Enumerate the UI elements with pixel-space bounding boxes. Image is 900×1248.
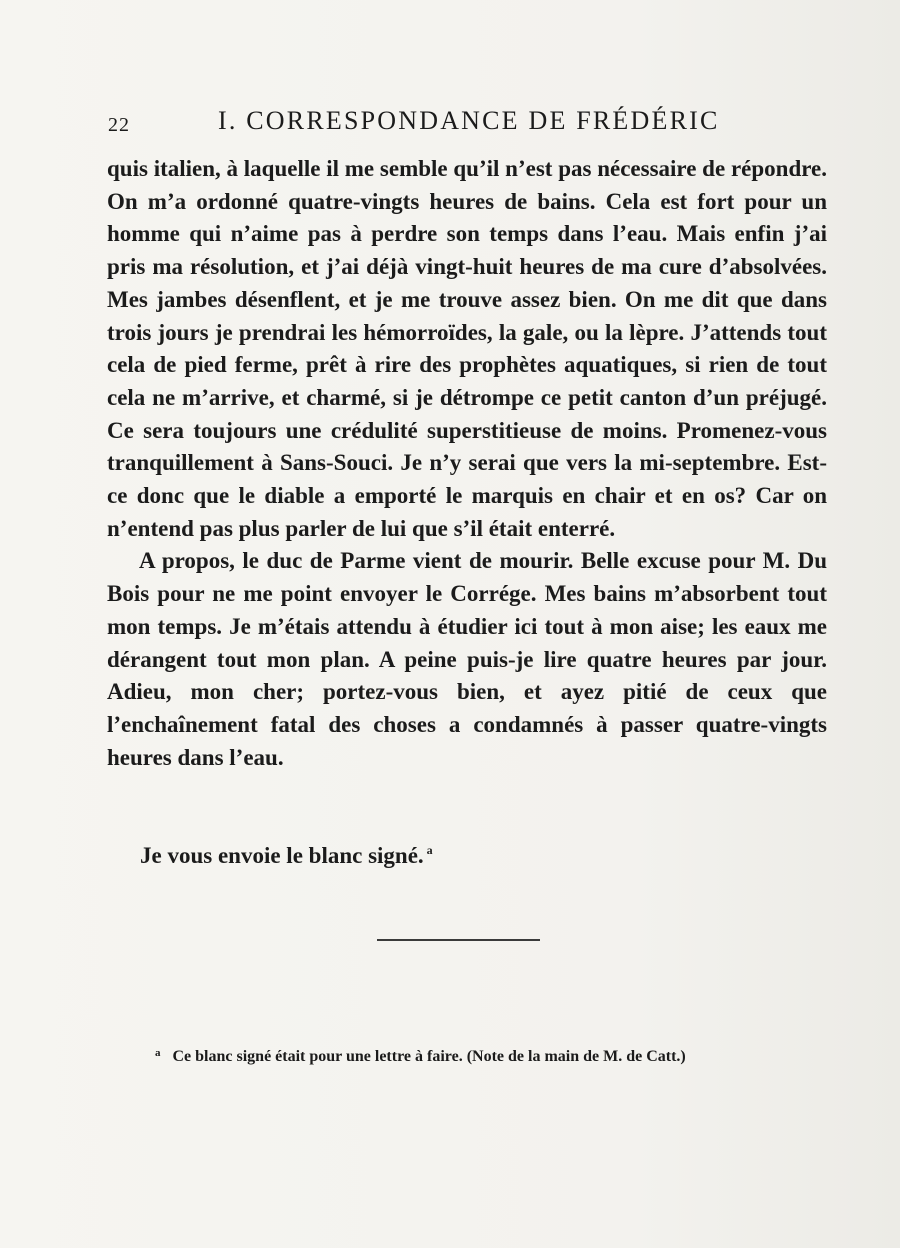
footnote-text: Ce blanc signé était pour une lettre à faire. (Note de la main de M. de Catt.) [172,1048,686,1065]
footnote-divider [377,939,540,941]
footnote-reference: a [426,843,433,857]
running-head: I. CORRESPONDANCE DE FRÉDÉRIC [218,106,720,135]
footnote-mark: a [155,1047,161,1059]
paragraph-1: quis italien, à laquelle il me semble qu’il n’est pas nécessaire de répondre. On m’a ordonné quatre-vingts heures de bains. Cela est fort pour un homme qui n’aime pas à perdre son temps dans l’eau. Mais enfin j’ai pris ma résolution, et j’ai déjà vingt-huit heures de ma cure d’absolvées. Mes jambes désenflent, et je me trouve assez bien. On me dit que dans trois jours je prendrai les hémorroïdes, la gale, ou la lèpre. J’attends tout cela de pied ferme, prêt à rire des prophètes aquatiques, si rien de tout cela ne m’arrive, et charmé, si je détrompe ce petit canton d’un préjugé. Ce sera toujours une crédulité superstitieuse de moins. Promenez-vous tranquillement à Sans-Souci. Je n’y serai que vers la mi-septembre. Est-ce donc que le diable a emporté le marquis en chair et en os? Car on n’entend pas plus parler de lui que s’il était enterré. [107,156,827,541]
footnote [155,1047,686,1066]
signoff-line [140,843,433,869]
body-text [107,153,827,774]
page-header [108,106,828,142]
paragraph-2: A propos, le duc de Parme vient de mourir. Belle excuse pour M. Du Bois pour ne me point envoyer le Corrége. Mes bains m’absorbent tout mon temps. Je m’étais attendu à étudier ici tout à mon aise; les eaux me dérangent tout mon plan. A peine puis-je lire quatre heures par jour. Adieu, mon cher; portez-vous bien, et ayez pitié de ceux que l’enchaînement fatal des choses a condamnés à passer quatre-vingts heures dans l’eau. [107,548,827,770]
page-number: 22 [108,114,130,136]
signoff-text: Je vous envoie le blanc signé. [140,843,424,868]
